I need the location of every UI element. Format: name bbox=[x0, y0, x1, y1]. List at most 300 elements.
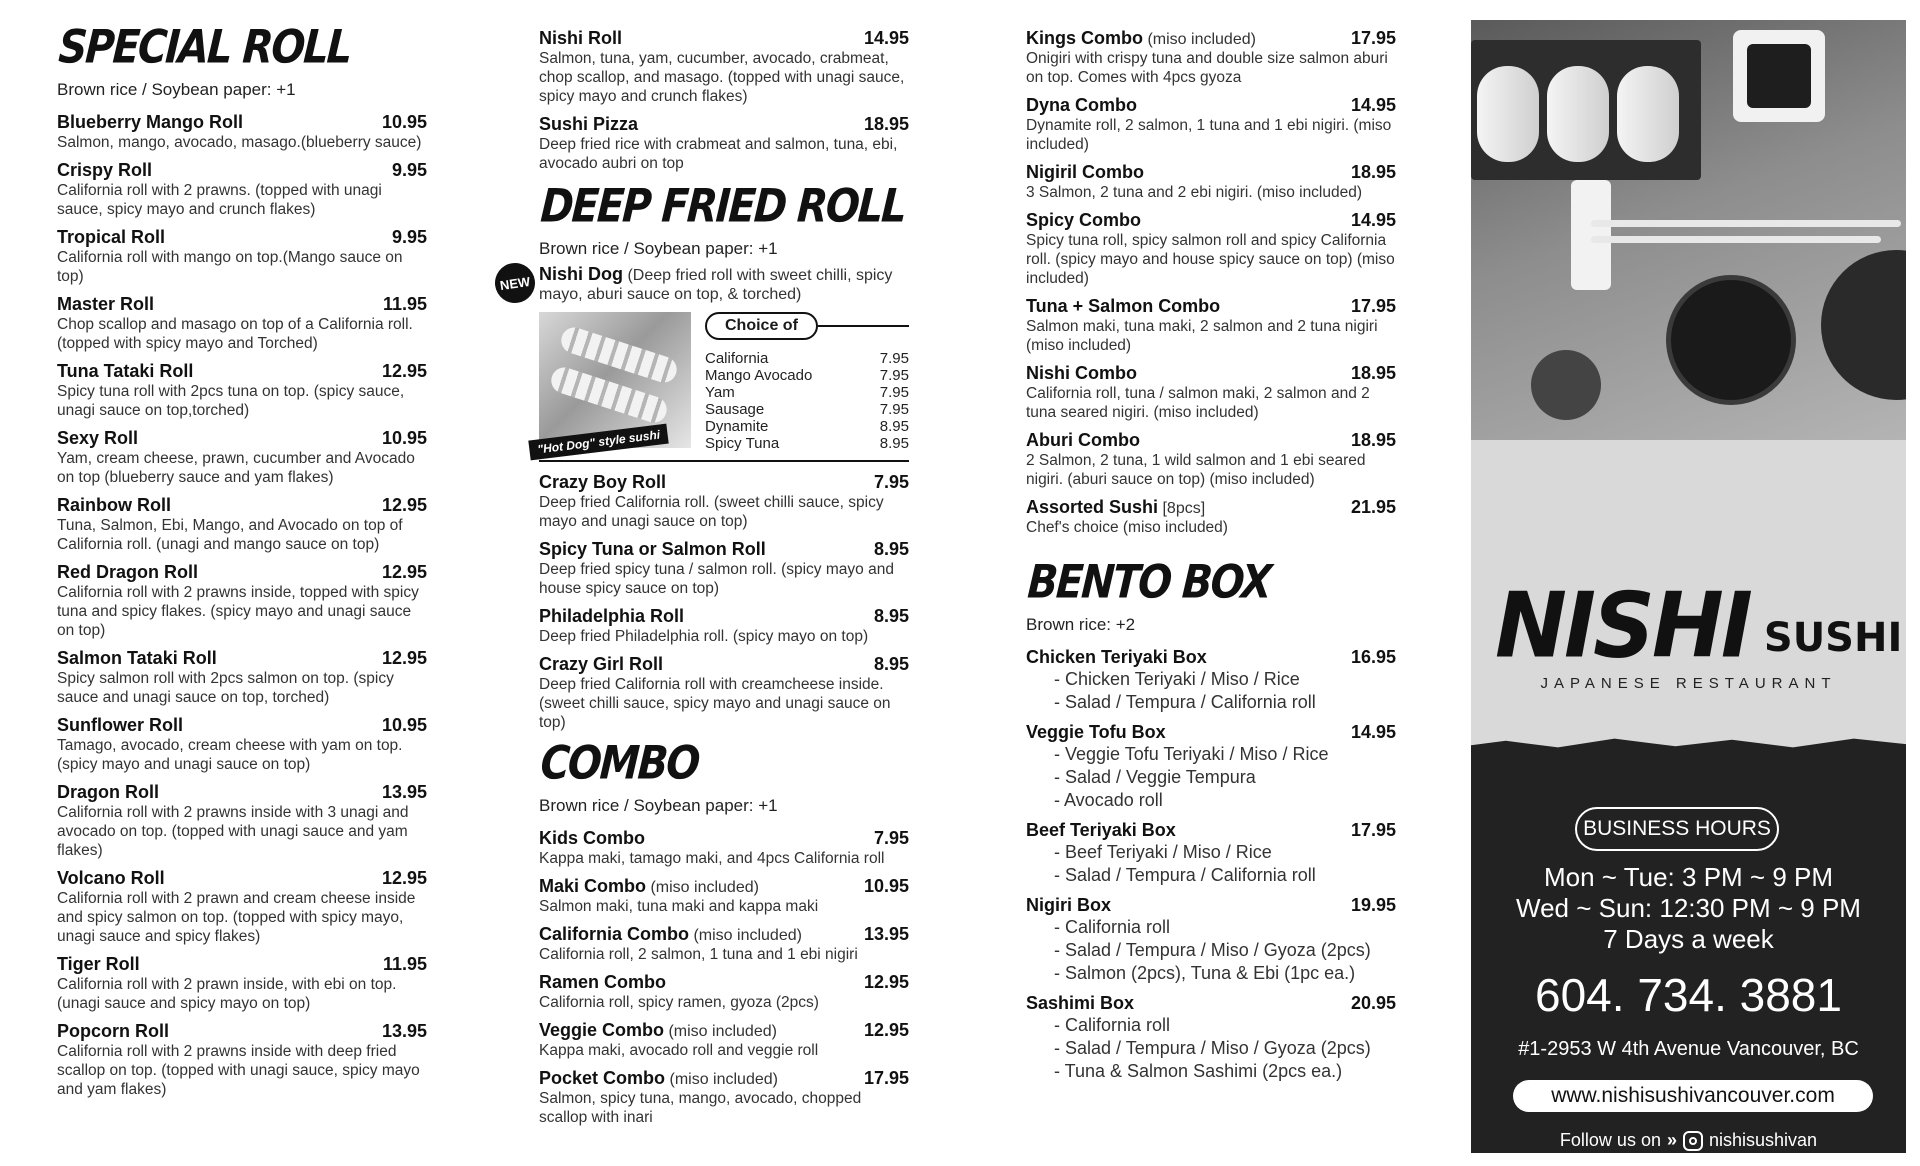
menu-item-title bbox=[1026, 363, 1137, 384]
instagram-icon[interactable] bbox=[1683, 1131, 1703, 1151]
menu-item-header bbox=[539, 472, 909, 493]
menu-item-title bbox=[1026, 497, 1205, 518]
menu-item-header bbox=[57, 428, 427, 449]
menu-item-name: Veggie Tofu Box bbox=[1026, 722, 1166, 742]
menu-item bbox=[57, 715, 427, 774]
menu-item-price: 10.95 bbox=[381, 428, 427, 448]
info-block bbox=[1471, 750, 1906, 1153]
combo-title: COMBO bbox=[539, 737, 700, 790]
brand-logo bbox=[1495, 573, 1903, 679]
menu-item-price: 17.95 bbox=[1350, 296, 1396, 316]
menu-item-description: Chop scallop and masago on top of a California roll. (topped with spicy mayo and Torched) bbox=[57, 316, 413, 352]
choice-panel bbox=[705, 312, 909, 452]
nishi-dog-note: (Deep fried roll with sweet chilli, spicy mayo, aburi sauce on top, & torched) bbox=[539, 267, 893, 303]
menu-item bbox=[57, 361, 427, 420]
special-roll-subtitle: Brown rice / Soybean paper: +1 bbox=[57, 80, 296, 99]
menu-item bbox=[539, 1068, 909, 1127]
menu-item-name: Beef Teriyaki Box bbox=[1026, 820, 1176, 840]
menu-item-description: Spicy tuna roll, spicy salmon roll and spicy California roll. (spicy mayo and house spicy sauce on top) (miso included) bbox=[1026, 232, 1395, 287]
menu-item-price: 8.95 bbox=[873, 539, 909, 559]
choice-label: Choice of bbox=[705, 312, 818, 340]
menu-item bbox=[1026, 430, 1396, 489]
menu-item bbox=[539, 654, 909, 732]
menu-item-header bbox=[1026, 647, 1396, 668]
soy-sauce-dish bbox=[1733, 30, 1825, 122]
menu-item-header bbox=[539, 876, 909, 897]
menu-item-header bbox=[57, 868, 427, 889]
menu-item-title bbox=[539, 472, 666, 493]
nigiri-shape bbox=[1547, 66, 1609, 162]
choice-name: Dynamite bbox=[705, 418, 769, 435]
menu-item-price: 12.95 bbox=[863, 972, 909, 992]
bento-line: - Chicken Teriyaki / Miso / Rice bbox=[1054, 669, 1300, 689]
menu-item-price: 12.95 bbox=[381, 495, 427, 515]
menu-item-name: Chicken Teriyaki Box bbox=[1026, 647, 1207, 667]
menu-item-description: California roll with 2 prawns inside with deep fried scallop on top. (topped with unagi sauce, spicy mayo and yam flakes) bbox=[57, 1043, 420, 1098]
menu-item bbox=[1026, 296, 1396, 355]
menu-item-title bbox=[539, 876, 759, 897]
menu-item-header bbox=[539, 114, 909, 135]
menu-item-description: Salmon, mango, avocado, masago.(blueberry sauce) bbox=[57, 134, 422, 151]
menu-item-title bbox=[539, 539, 766, 560]
menu-item bbox=[539, 28, 909, 106]
menu-item-header bbox=[1026, 95, 1396, 116]
menu-item-price: 19.95 bbox=[1350, 895, 1396, 915]
menu-item-description: California roll with 2 prawns inside, topped with spicy tuna and spicy flakes. (spicy mayo and unagi sauce on top) bbox=[57, 584, 419, 639]
menu-item bbox=[539, 1020, 909, 1060]
menu-item-name: Nigiril Combo bbox=[1026, 162, 1144, 182]
menu-item-description: Deep fried Philadelphia roll. (spicy mayo on top) bbox=[539, 628, 869, 645]
menu-item-name: Rainbow Roll bbox=[57, 495, 171, 515]
menu-item-title bbox=[1026, 430, 1140, 451]
menu-item-name: Tropical Roll bbox=[57, 227, 166, 247]
menu-item-header bbox=[539, 654, 909, 675]
menu-item-price: 11.95 bbox=[382, 294, 427, 314]
menu-item-header bbox=[1026, 820, 1396, 841]
menu-item-description: California roll with mango on top.(Mango sauce on top) bbox=[57, 249, 403, 285]
bento-line: - Salad / Tempura / Miso / Gyoza (2pcs) bbox=[1054, 940, 1371, 960]
menu-item-description: 2 Salmon, 2 tuna, 1 wild salmon and 1 ebi seared nigiri. (aburi sauce on top) (miso included) bbox=[1026, 452, 1366, 488]
nigiri-shape bbox=[1617, 66, 1679, 162]
menu-item bbox=[539, 539, 909, 598]
menu-item-header bbox=[57, 648, 427, 669]
menu-item-name: Spicy Tuna or Salmon Roll bbox=[539, 539, 766, 559]
menu-item bbox=[539, 114, 909, 173]
menu-item-name: Nishi Combo bbox=[1026, 363, 1137, 383]
sushi-photo bbox=[1471, 20, 1906, 440]
menu-item-description: Tamago, avocado, cream cheese with yam on top. (spicy mayo and unagi sauce on top) bbox=[57, 737, 403, 773]
menu-item-title bbox=[539, 1020, 777, 1041]
menu-item-title bbox=[539, 28, 622, 49]
menu-item-name: Kids Combo bbox=[539, 828, 645, 848]
menu-item-note: (miso included) bbox=[1147, 31, 1256, 48]
nishi-dog-box bbox=[536, 312, 909, 462]
special-roll-column bbox=[57, 21, 427, 1107]
bento-subtitle: Brown rice: +2 bbox=[1026, 615, 1136, 634]
choice-list bbox=[705, 350, 909, 452]
menu-item-price: 17.95 bbox=[863, 1068, 909, 1088]
menu-item-name: Sashimi Box bbox=[1026, 993, 1135, 1013]
menu-item-price: 13.95 bbox=[863, 924, 909, 944]
menu-item-description: Salmon, tuna, yam, cucumber, avocado, crabmeat, chop scallop, and masago. (topped with unagi sauce, spicy mayo and crunch flakes) bbox=[539, 50, 905, 105]
menu-item bbox=[57, 294, 427, 353]
choice-name: Spicy Tuna bbox=[705, 435, 780, 452]
choice-name: California bbox=[705, 350, 769, 367]
menu-item-title bbox=[57, 868, 165, 889]
menu-item-price: 7.95 bbox=[873, 828, 909, 848]
menu-item-title bbox=[57, 361, 193, 382]
menu-item-header bbox=[57, 1021, 427, 1042]
menu-item-title bbox=[1026, 647, 1207, 668]
menu-item-header bbox=[539, 924, 909, 945]
choice-divider bbox=[818, 325, 909, 327]
menu-item-description: Tuna, Salmon, Ebi, Mango, and Avocado on top of California roll. (unagi and mango sauce on top) bbox=[57, 517, 403, 553]
menu-item-price: 9.95 bbox=[391, 160, 427, 180]
menu-item-title bbox=[57, 648, 217, 669]
menu-item bbox=[57, 227, 427, 286]
menu-item-description: Kappa maki, tamago maki, and 4pcs California roll bbox=[539, 850, 885, 867]
menu-item-description: California roll with 2 prawns inside with 3 unagi and avocado on top. (topped with unagi sauce and yam flakes) bbox=[57, 804, 409, 859]
menu-item-name: Crispy Roll bbox=[57, 160, 153, 180]
menu-item-description: California roll with 2 prawn and cream cheese inside and spicy salmon on top. (topped with spicy mayo, unagi sauce and spicy flakes) bbox=[57, 890, 416, 945]
menu-item-description: Deep fried spicy tuna / salmon roll. (spicy mayo and house spicy sauce on top) bbox=[539, 561, 894, 597]
menu-item-description: Spicy tuna roll with 2pcs tuna on top. (spicy sauce, unagi sauce on top,torched) bbox=[57, 383, 405, 419]
menu-item bbox=[539, 972, 909, 1012]
menu-item-header bbox=[57, 782, 427, 803]
follow-row bbox=[1471, 1130, 1906, 1151]
tea-bowl bbox=[1531, 350, 1601, 420]
deep-fried-title: DEEP FRIED ROLL bbox=[539, 180, 907, 233]
choice-row bbox=[705, 384, 909, 401]
menu-item-price: 14.95 bbox=[1350, 722, 1396, 742]
menu-item-description: Salmon, spicy tuna, mango, avocado, chopped scallop with inari bbox=[539, 1090, 862, 1126]
menu-item-header bbox=[1026, 895, 1396, 916]
choice-row bbox=[705, 435, 909, 452]
menu-item-title bbox=[1026, 722, 1166, 743]
choice-price: 8.95 bbox=[879, 435, 909, 452]
menu-item-header bbox=[1026, 210, 1396, 231]
menu-item-title bbox=[539, 972, 666, 993]
brand-tagline: JAPANESE RESTAURANT bbox=[1540, 675, 1837, 692]
choice-name: Yam bbox=[705, 384, 735, 401]
menu-item-name: Dyna Combo bbox=[1026, 95, 1138, 115]
menu-item-price: 13.95 bbox=[381, 1021, 427, 1041]
menu-item bbox=[1026, 210, 1396, 288]
menu-item-header bbox=[57, 227, 427, 248]
menu-item-header bbox=[539, 28, 909, 49]
menu-item-name: Sexy Roll bbox=[57, 428, 139, 448]
menu-item-note: (miso included) bbox=[693, 927, 802, 944]
menu-item-title bbox=[1026, 28, 1256, 49]
menu-item-name: Aburi Combo bbox=[1026, 430, 1140, 450]
website-link[interactable]: www.nishisushivancouver.com bbox=[1513, 1080, 1873, 1112]
menu-item-header bbox=[1026, 430, 1396, 451]
menu-item-title bbox=[1026, 210, 1141, 231]
menu-item-description: California roll with 2 prawn inside, with ebi on top. (unagi sauce and spicy mayo on top) bbox=[57, 976, 397, 1012]
menu-item-name: Maki Combo bbox=[539, 876, 647, 896]
choice-name: Mango Avocado bbox=[705, 367, 813, 384]
menu-item-name: Tuna Tataki Roll bbox=[57, 361, 194, 381]
menu-item-title bbox=[539, 114, 638, 135]
menu-item bbox=[57, 782, 427, 860]
brand-suffix: SUSHI bbox=[1763, 615, 1903, 661]
menu-item-description: 3 Salmon, 2 tuna and 2 ebi nigiri. (miso included) bbox=[1026, 184, 1363, 201]
menu-item-description: California roll, tuna / salmon maki, 2 salmon and 2 tuna seared nigiri. (miso included) bbox=[1026, 385, 1370, 421]
choice-name: Sausage bbox=[705, 401, 765, 418]
menu-item-price: 16.95 bbox=[1350, 647, 1396, 667]
brand-panel bbox=[1471, 20, 1906, 1153]
menu-item-header bbox=[57, 294, 427, 315]
menu-item-name: Dragon Roll bbox=[57, 782, 159, 802]
menu-item-name: Sunflower Roll bbox=[57, 715, 183, 735]
menu-item-title bbox=[57, 1021, 169, 1042]
bento-line: - Salad / Tempura / California roll bbox=[1054, 865, 1316, 885]
hours-line: Wed ~ Sun: 12:30 PM ~ 9 PM bbox=[1516, 893, 1861, 923]
menu-item-title bbox=[1026, 820, 1176, 841]
special-roll-list bbox=[57, 112, 427, 1099]
sushi-tray bbox=[1471, 40, 1701, 180]
menu-item-name: Salmon Tataki Roll bbox=[57, 648, 217, 668]
menu-item-description: California roll with 2 prawns. (topped with unagi sauce, spicy mayo and crunch flakes) bbox=[57, 182, 382, 218]
menu-item bbox=[1026, 895, 1396, 985]
menu-item-name: Pocket Combo bbox=[539, 1068, 666, 1088]
top-roll-list bbox=[539, 28, 909, 173]
menu-item bbox=[57, 495, 427, 554]
menu-item bbox=[1026, 28, 1396, 87]
menu-item-name: California Combo bbox=[539, 924, 690, 944]
menu-item-price: 18.95 bbox=[1350, 162, 1396, 182]
menu-item-title bbox=[1026, 296, 1220, 317]
menu-item-header bbox=[1026, 296, 1396, 317]
menu-item-note: (miso included) bbox=[669, 1071, 778, 1088]
menu-item bbox=[539, 606, 909, 646]
menu-item-title bbox=[57, 562, 198, 583]
menu-item-header bbox=[57, 715, 427, 736]
menu-item bbox=[1026, 647, 1396, 714]
menu-item-name: Nigiri Box bbox=[1026, 895, 1112, 915]
menu-item-description: Dynamite roll, 2 salmon, 1 tuna and 1 ebi nigiri. (miso included) bbox=[1026, 117, 1392, 153]
menu-item-price: 10.95 bbox=[381, 715, 427, 735]
menu-item-title bbox=[57, 112, 243, 133]
menu-item-title bbox=[539, 654, 663, 675]
menu-item-header bbox=[57, 954, 427, 975]
bento-list bbox=[1026, 647, 1396, 1083]
menu-item-name: Nishi Roll bbox=[539, 28, 623, 48]
menu-item-title bbox=[57, 954, 140, 975]
menu-item bbox=[539, 924, 909, 964]
menu-item-name: Tuna + Salmon Combo bbox=[1026, 296, 1221, 316]
menu-item-price: 14.95 bbox=[1350, 95, 1396, 115]
menu-item-header bbox=[539, 1068, 909, 1089]
bento-line: - Veggie Tofu Teriyaki / Miso / Rice bbox=[1054, 744, 1329, 764]
nishi-dog-name: Nishi Dog bbox=[539, 264, 623, 284]
choice-price: 7.95 bbox=[879, 350, 909, 367]
menu-item-note: [8pcs] bbox=[1162, 500, 1206, 517]
menu-item bbox=[1026, 363, 1396, 422]
chopstick bbox=[1591, 220, 1901, 227]
bento-line: - Salad / Tempura / Miso / Gyoza (2pcs) bbox=[1054, 1038, 1371, 1058]
menu-item-price: 10.95 bbox=[863, 876, 909, 896]
menu-item-price: 12.95 bbox=[381, 562, 427, 582]
menu-item bbox=[57, 112, 427, 152]
menu-item-header bbox=[1026, 28, 1396, 49]
hours-line: 7 Days a week bbox=[1603, 924, 1774, 954]
brand-name: NISHI bbox=[1495, 573, 1750, 679]
menu-item-title bbox=[57, 160, 152, 181]
menu-item-name: Sushi Pizza bbox=[539, 114, 639, 134]
menu-item-title bbox=[57, 715, 183, 736]
combo-subtitle: Brown rice / Soybean paper: +1 bbox=[539, 796, 778, 815]
menu-item-price: 18.95 bbox=[1350, 430, 1396, 450]
menu-item-name: Volcano Roll bbox=[57, 868, 165, 888]
menu-item-title bbox=[1026, 95, 1137, 116]
menu-item-description: California roll, spicy ramen, gyoza (2pcs) bbox=[539, 994, 819, 1011]
choice-row bbox=[705, 350, 909, 367]
tea-cup bbox=[1666, 275, 1796, 405]
choice-price: 8.95 bbox=[879, 418, 909, 435]
bento-line: - Tuna & Salmon Sashimi (2pcs ea.) bbox=[1054, 1061, 1343, 1081]
menu-item-header bbox=[539, 828, 909, 849]
menu-item-description: Deep fried California roll. (sweet chilli sauce, spicy mayo and unagi sauce on top) bbox=[539, 494, 884, 530]
menu-item-name: Kings Combo bbox=[1026, 28, 1143, 48]
menu-item bbox=[57, 160, 427, 219]
instagram-handle[interactable]: nishisushivan bbox=[1709, 1130, 1818, 1150]
address: #1-2953 W 4th Avenue Vancouver, BC bbox=[1518, 1038, 1859, 1060]
menu-item-title bbox=[1026, 895, 1111, 916]
menu-item-header bbox=[57, 160, 427, 181]
menu-item-description: Kappa maki, avocado roll and veggie roll bbox=[539, 1042, 819, 1059]
menu-item-header bbox=[1026, 497, 1396, 518]
menu-item-price: 14.95 bbox=[863, 28, 909, 48]
menu-item-description: Onigiri with crispy tuna and double size salmon aburi on top. Comes with 4pcs gyoza bbox=[1026, 50, 1388, 86]
menu-item-header bbox=[1026, 722, 1396, 743]
menu-item-name: Philadelphia Roll bbox=[539, 606, 685, 626]
teapot bbox=[1821, 250, 1906, 400]
menu-item-price: 14.95 bbox=[1350, 210, 1396, 230]
phone-number[interactable]: 604. 734. 3881 bbox=[1535, 969, 1842, 1021]
menu-item-name: Assorted Sushi bbox=[1026, 497, 1159, 517]
menu-item-note: (miso included) bbox=[650, 879, 759, 896]
menu-item-note: (miso included) bbox=[668, 1023, 777, 1040]
menu-item-price: 17.95 bbox=[1350, 820, 1396, 840]
menu-item bbox=[57, 648, 427, 707]
menu-item-name: Master Roll bbox=[57, 294, 155, 314]
menu-item-header bbox=[57, 112, 427, 133]
menu-item-price: 13.95 bbox=[381, 782, 427, 802]
menu-item-price: 12.95 bbox=[381, 361, 427, 381]
menu-item-title bbox=[1026, 993, 1134, 1014]
menu-item-description: Yam, cream cheese, prawn, cucumber and Avocado on top (blueberry sauce and yam flakes) bbox=[57, 450, 415, 486]
menu-item-header bbox=[539, 972, 909, 993]
special-roll-title: SPECIAL ROLL bbox=[57, 21, 353, 74]
menu-item bbox=[57, 562, 427, 640]
menu-item-price: 20.95 bbox=[1350, 993, 1396, 1013]
choice-price: 7.95 bbox=[879, 401, 909, 418]
menu-item-header bbox=[539, 606, 909, 627]
menu-item bbox=[539, 472, 909, 531]
menu-item bbox=[57, 868, 427, 946]
menu-item-description: Deep fried California roll with creamcheese inside. (sweet chilli sauce, spicy mayo and unagi sauce on top) bbox=[539, 676, 891, 731]
menu-item-header bbox=[539, 1020, 909, 1041]
menu-item-header bbox=[1026, 993, 1396, 1014]
choice-row bbox=[705, 367, 909, 384]
menu-item-description: California roll, 2 salmon, 1 tuna and 1 ebi nigiri bbox=[539, 946, 858, 963]
menu-item-price: 9.95 bbox=[391, 227, 427, 247]
bento-line: - California roll bbox=[1054, 1015, 1171, 1035]
menu-item-header bbox=[1026, 363, 1396, 384]
menu-item-price: 18.95 bbox=[1350, 363, 1396, 383]
bento-line: - Salad / Veggie Tempura bbox=[1054, 767, 1256, 787]
menu-item-name: Crazy Girl Roll bbox=[539, 654, 664, 674]
menu-item-header bbox=[57, 562, 427, 583]
chopstick-rest bbox=[1571, 180, 1611, 290]
menu-item-name: Popcorn Roll bbox=[57, 1021, 169, 1041]
menu-item-name: Blueberry Mango Roll bbox=[57, 112, 244, 132]
menu-item-name: Tiger Roll bbox=[57, 954, 140, 974]
bento-line: - Beef Teriyaki / Miso / Rice bbox=[1054, 842, 1272, 862]
combo-list bbox=[539, 828, 909, 1127]
menu-item-header bbox=[539, 539, 909, 560]
menu-item bbox=[539, 828, 909, 868]
menu-item-name: Ramen Combo bbox=[539, 972, 667, 992]
menu-item bbox=[1026, 95, 1396, 154]
menu-item-title bbox=[57, 294, 154, 315]
menu-item-description: Deep fried rice with crabmeat and salmon, tuna, ebi, avocado aubri on top bbox=[539, 136, 898, 172]
menu-item-price: 8.95 bbox=[873, 654, 909, 674]
menu-item-description: Chef's choice (miso included) bbox=[1026, 519, 1228, 536]
bento-line: - Salmon (2pcs), Tuna & Ebi (1pc ea.) bbox=[1054, 963, 1356, 983]
menu-item bbox=[1026, 993, 1396, 1083]
menu-item-price: 18.95 bbox=[863, 114, 909, 134]
menu-item bbox=[57, 1021, 427, 1099]
middle-column bbox=[498, 28, 909, 1135]
bento-line: - Salad / Tempura / California roll bbox=[1054, 692, 1316, 712]
menu-item-title bbox=[539, 924, 802, 945]
menu-item-price: 10.95 bbox=[381, 112, 427, 132]
menu-item-header bbox=[1026, 162, 1396, 183]
choice-row bbox=[705, 401, 909, 418]
menu-item-header bbox=[57, 361, 427, 382]
menu-item-title bbox=[539, 1068, 778, 1089]
business-hours-label: BUSINESS HOURS bbox=[1575, 807, 1779, 851]
deep-fried-subtitle: Brown rice / Soybean paper: +1 bbox=[539, 239, 778, 258]
combo-continued-list bbox=[1026, 28, 1396, 537]
menu-item-title bbox=[1026, 162, 1144, 183]
menu-item bbox=[1026, 162, 1396, 202]
menu-item-title bbox=[57, 495, 171, 516]
menu-item-price: 17.95 bbox=[1350, 28, 1396, 48]
choice-price: 7.95 bbox=[879, 367, 909, 384]
menu-item bbox=[1026, 722, 1396, 812]
bento-line: - California roll bbox=[1054, 917, 1171, 937]
choice-row bbox=[705, 418, 909, 435]
chevron-right-icon: » bbox=[1666, 1130, 1677, 1150]
chopstick bbox=[1591, 236, 1881, 243]
photo-caption: "Hot Dog" style sushi bbox=[528, 424, 669, 461]
menu-item-header bbox=[57, 495, 427, 516]
menu-item-price: 7.95 bbox=[873, 472, 909, 492]
menu-item-price: 8.95 bbox=[873, 606, 909, 626]
new-badge: NEW bbox=[492, 260, 537, 305]
nigiri-shape bbox=[1477, 66, 1539, 162]
menu-item-name: Veggie Combo bbox=[539, 1020, 665, 1040]
menu-item-title bbox=[539, 828, 645, 849]
menu-item-description: Spicy salmon roll with 2pcs salmon on top. (spicy sauce and unagi sauce on top, torched) bbox=[57, 670, 394, 706]
menu-item bbox=[539, 876, 909, 916]
choice-price: 7.95 bbox=[879, 384, 909, 401]
menu-item-price: 12.95 bbox=[381, 868, 427, 888]
menu-item-name: Spicy Combo bbox=[1026, 210, 1142, 230]
